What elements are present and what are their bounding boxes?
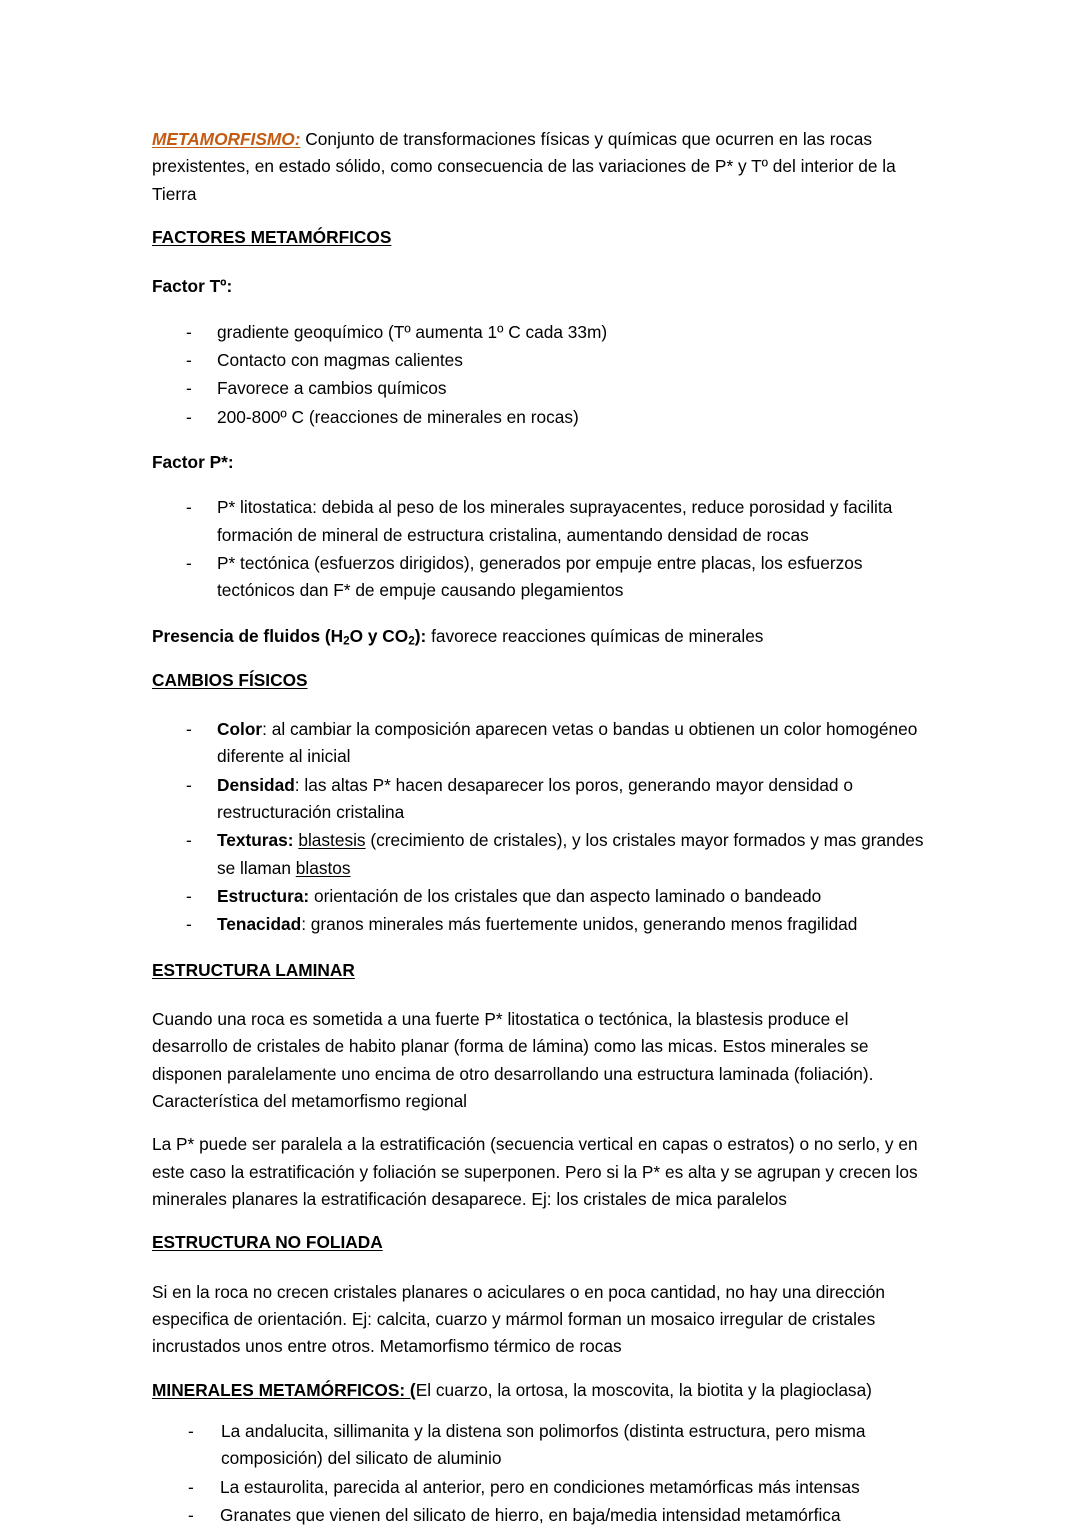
list-item-text: P* litostatica: debida al peso de los minerales suprayacentes, reduce porosidad y facilita formación de mineral de estructura cristalina, aumentando densidad de rocas [217, 497, 893, 545]
bullet-dash-icon: - [186, 321, 192, 342]
bullet-dash-icon: - [186, 886, 192, 907]
list-item [152, 550, 928, 605]
item-underlined-term-b: blastos [295, 857, 351, 878]
minerales-heading-rest: El cuarzo, la ortosa, la moscovita, la biotita y la plagioclasa) [415, 1379, 872, 1400]
item-label: Estructura: [217, 886, 310, 907]
item-text: orientación de los cristales que dan aspecto laminado o bandeado [309, 886, 822, 907]
fluidos-label-post: ): [414, 625, 427, 646]
item-label: Tenacidad [217, 914, 302, 935]
list-item-text: gradiente geoquímico (Tº aumenta 1º C cada 33m) [217, 321, 608, 342]
heading-minerales-metamorficos [152, 1377, 928, 1404]
item-underlined-term-a: blastesis [298, 830, 366, 851]
fluidos-subscript-1: 2 [343, 634, 350, 648]
item-text: al cambiar la composición aparecen vetas o bandas u obtienen un color homogéneo diferente al inicial [217, 719, 918, 767]
list-factor-presion [152, 494, 928, 604]
list-item-text: P* tectónica (esfuerzos dirigidos), generados por empuje entre placas, los esfuerzos tectónicos dan F* de empuje causando plegamientos [217, 552, 863, 601]
list-item [152, 716, 928, 771]
intro-text: Conjunto de transformaciones físicas y químicas que ocurren en las rocas prexistentes, en estado sólido, como consecuencia de las variaciones de P* y Tº del interior de la Tierra [152, 129, 896, 204]
intro-paragraph [152, 126, 928, 208]
fluidos-subscript-2: 2 [408, 634, 415, 648]
subheading-factor-presion: Factor P*: [152, 451, 234, 472]
subheading-factor-temperatura: Factor Tº: [152, 276, 233, 297]
list-item [152, 883, 928, 910]
bullet-dash-icon: - [186, 914, 192, 935]
list-item [152, 375, 928, 402]
list-item [152, 494, 928, 549]
bullet-dash-icon: - [186, 378, 192, 399]
paragraph-estructura-no-foliada-1: Si en la roca no crecen cristales planares o aciculares o en poca cantidad, no hay una dirección especifica de orientación. Ej: calcita, cuarzo y mármol forman un mosaico irregular de cristales incrustados unos entre otros. Metamorfismo térmico de rocas [152, 1281, 885, 1357]
list-item-text: La andalucita, sillimanita y la distena son polimorfos (distinta estructura, pero misma composición) del silicato de aluminio [221, 1420, 866, 1469]
item-label: Texturas: [217, 830, 294, 851]
list-item-text: 200-800º C (reacciones de minerales en rocas) [217, 406, 579, 427]
item-colon: : [301, 914, 306, 935]
document-body [152, 126, 928, 1529]
title-term: METAMORFISMO: [152, 129, 301, 149]
list-factor-temperatura [152, 319, 928, 431]
bullet-dash-icon: - [188, 1420, 194, 1441]
bullet-dash-icon: - [186, 552, 192, 573]
bullet-dash-icon: - [186, 719, 192, 740]
fluidos-label-mid: O y CO [349, 625, 409, 646]
list-item [152, 911, 928, 938]
list-item-text: Contacto con magmas calientes [217, 349, 463, 370]
list-item [152, 319, 928, 346]
heading-factores-metamorficos: FACTORES METAMÓRFICOS [152, 226, 392, 247]
heading-cambios-fisicos: CAMBIOS FÍSICOS [152, 669, 308, 690]
list-item [152, 1502, 928, 1529]
list-item [152, 827, 928, 882]
paragraph-estructura-laminar-2: La P* puede ser paralela a la estratificación (secuencia vertical en capas o estratos) o no serlo, y en este caso la estratificación y foliación se superponen. Pero si la P* es alta y se agrupan y crecen los minerales planares la estratificación desaparece. Ej: los cristales de mica paralelos [152, 1134, 918, 1209]
item-text: las altas P* hacen desaparecer los poros, generando mayor densidad o restructuración cristalina [217, 774, 853, 823]
list-item [152, 404, 928, 431]
heading-estructura-laminar: ESTRUCTURA LAMINAR [152, 959, 355, 980]
fluidos-label-pre: Presencia de fluidos (H [152, 625, 344, 646]
bullet-dash-icon: - [186, 497, 192, 518]
item-label: Densidad [217, 774, 295, 795]
list-item [152, 1474, 928, 1501]
list-minerales-metamorficos [152, 1418, 928, 1529]
label-presencia-fluidos [152, 626, 426, 646]
item-text: granos minerales más fuertemente unidos, generando menos fragilidad [306, 914, 858, 935]
list-item [152, 1418, 928, 1473]
bullet-dash-icon: - [188, 1504, 194, 1525]
list-item [152, 772, 928, 827]
list-item [152, 347, 928, 374]
list-item-text: Granates que vienen del silicato de hierro, en baja/media intensidad metamórfica [220, 1504, 841, 1525]
list-cambios-fisicos [152, 716, 928, 939]
list-item-text: La estaurolita, parecida al anterior, pero en condiciones metamórficas más intensas [220, 1476, 860, 1497]
list-item-text: Favorece a cambios químicos [217, 378, 447, 399]
fluidos-text: favorece reacciones químicas de minerales [426, 625, 764, 646]
item-colon: : [294, 774, 300, 795]
item-colon: : [262, 719, 267, 740]
item-text-b: (crecimiento de cristales), y los cristales mayor formados y mas grandes se llaman [217, 830, 924, 878]
paragraph-presencia-fluidos [152, 623, 928, 651]
bullet-dash-icon: - [188, 1476, 194, 1497]
bullet-dash-icon: - [186, 774, 192, 795]
heading-estructura-no-foliada: ESTRUCTURA NO FOLIADA [152, 1232, 383, 1253]
paragraph-estructura-laminar-1: Cuando una roca es sometida a una fuerte P* litostatica o tectónica, la blastesis produce el desarrollo de cristales de habito planar (forma de lámina) como las micas. Estos minerales se disponen paralelamente uno encima de otro desarrollando una estructura laminada (foliación). Característica del metamorfismo regional [152, 1009, 874, 1112]
bullet-dash-icon: - [186, 349, 192, 370]
bullet-dash-icon: - [186, 406, 192, 427]
bullet-dash-icon: - [186, 830, 192, 851]
minerales-heading-label: MINERALES METAMÓRFICOS: ( [152, 1379, 416, 1400]
item-label: Color [217, 719, 263, 740]
